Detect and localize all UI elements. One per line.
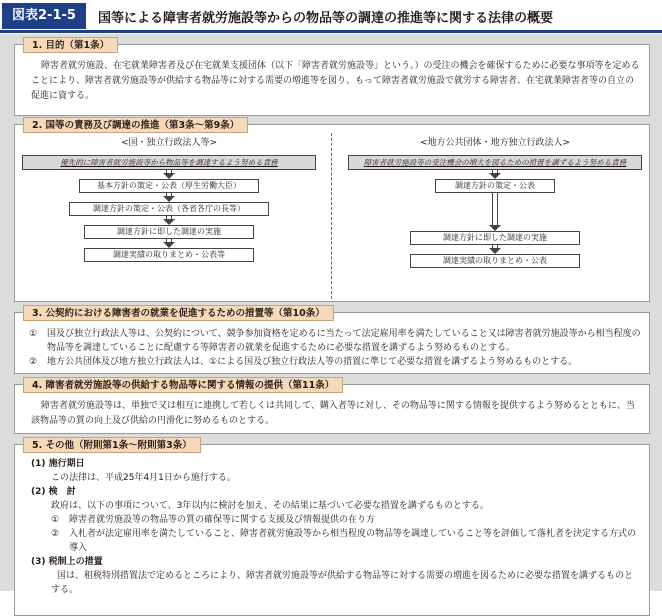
item-text: 国及び独立行政法人等は、公契約について、競争参加資格を定めるに当たって法定雇用率を満たしていること又は障害者就労施設等から相当程度の物品等を調達していることに配慮する等障害者の就業を促進するために必要な措置を講ずるよう努めるものとする。 — [47, 329, 641, 353]
section-information — [14, 380, 650, 434]
step-box: 基本方針の策定・公表（厚生労働大臣） — [79, 179, 259, 193]
header-rule — [0, 30, 662, 33]
step-box: 調達実績の取りまとめ・公表等 — [84, 248, 254, 262]
list-item — [29, 327, 643, 355]
step-box: 調達方針の策定・公表（各省各庁の長等） — [69, 202, 269, 216]
step-box: 調達方針に即した調達の実施 — [84, 225, 254, 239]
section-purpose — [14, 40, 650, 116]
flow-arrow — [489, 170, 501, 179]
figure-title: 国等による障害者就労施設等からの物品等の調達の推進等に関する法律の概要 — [97, 10, 553, 26]
item-text: 障害者就労施設等の物品等の質の確保等に関する支援及び情報提供の在り方 — [69, 515, 376, 525]
figure-header — [0, 0, 662, 30]
figure-label: 図表2-1-5 — [2, 3, 86, 29]
section-title: 4. 障害者就労施設等の供給する物品等に関する情報の提供（第11条） — [23, 377, 343, 393]
section-title: 5. その他（附則第1条〜附則第3条） — [23, 437, 201, 453]
flow-arrow — [489, 245, 501, 254]
measure-list — [29, 327, 643, 369]
item-text: 入札者が法定雇用率を満たしていること、障害者就労施設等から相当程度の物品等を調達していること等を評価して落札者を決定する方式の導入 — [69, 529, 637, 553]
subheading: (2) 検 討 — [31, 487, 76, 497]
flow-arrow — [163, 193, 175, 202]
subheading: (3) 税制上の措置 — [31, 557, 103, 567]
other-body — [31, 457, 641, 597]
section-title: 1. 目的（第1条） — [23, 37, 118, 53]
section-procurement — [14, 120, 650, 302]
list-item — [29, 355, 643, 369]
flow-arrow — [163, 170, 175, 179]
duty-box: 障害者就労施設等の受注機会の増大を図るための措置を講ずるよう努める責務 — [348, 155, 642, 170]
local-column — [345, 135, 645, 299]
step-box: 調達方針の策定・公表 — [435, 179, 555, 193]
item-number: ① — [29, 329, 38, 339]
list-item — [31, 527, 641, 555]
column-divider — [331, 133, 332, 299]
column-heading: <国・独立行政法人等> — [120, 138, 218, 148]
flow-arrow — [163, 216, 175, 225]
section-title: 2. 国等の責務及び調達の推進（第3条〜第9条） — [23, 117, 248, 133]
content-frame — [0, 34, 662, 595]
subheading: (1) 施行期日 — [31, 459, 85, 469]
section-text: 障害者就労施設等は、単独で又は相互に連携して若しくは共同して、購入者等に対し、その物品等に関する情報を提供するよう努めるとともに、当該物品等の質の向上及び供給の円滑化に努めるものとする。 — [31, 401, 635, 426]
sub-text: 国は、租税特別措置法で定めるところにより、障害者就労施設等が供給する物品等に対する需要の増進を図るために必要な措置を講ずるものとする。 — [51, 571, 634, 595]
item-text: 地方公共団体及び地方独立行政法人は、①による国及び独立行政法人等の措置に準じて必要な措置を講ずるよう努めるものとする。 — [47, 357, 578, 367]
flow-arrow — [163, 239, 175, 248]
section-other — [14, 440, 650, 616]
list-item — [31, 513, 641, 527]
section-public-contracts — [14, 308, 650, 374]
flow-arrow — [489, 193, 501, 231]
column-heading: <地方公共団体・地方独立行政法人> — [419, 138, 571, 148]
step-box: 調達実績の取りまとめ・公表 — [410, 254, 580, 268]
section-title: 3. 公契約における障害者の就業を促進するための措置等（第10条） — [23, 305, 334, 321]
duty-box: 優先的に障害者就労施設等から物品等を調達するよう努める責務 — [22, 155, 316, 170]
sub-text: 政府は、以下の事項について、3年以内に検討を加え、その結果に基づいて必要な措置を講ずるものとする。 — [51, 501, 489, 511]
item-number: ② — [51, 529, 60, 539]
item-number: ① — [51, 515, 60, 525]
sub-text: この法律は、平成25年4月1日から施行する。 — [51, 473, 236, 483]
section-text: 障害者就労施設、在宅就業障害者及び在宅就業支援団体（以下「障害者就労施設等」という。）の受注の機会を確保するために必要な事項等を定めることにより、障害者就労施設等が供給する物品等に対する需要の増進等を図り、もって障害者就労施設で就労する障害者、在宅就業障害者等の自立の促進に資する。 — [31, 61, 640, 101]
national-column — [19, 135, 319, 299]
item-number: ② — [29, 357, 38, 367]
step-box: 調達方針に即した調達の実施 — [410, 231, 580, 245]
